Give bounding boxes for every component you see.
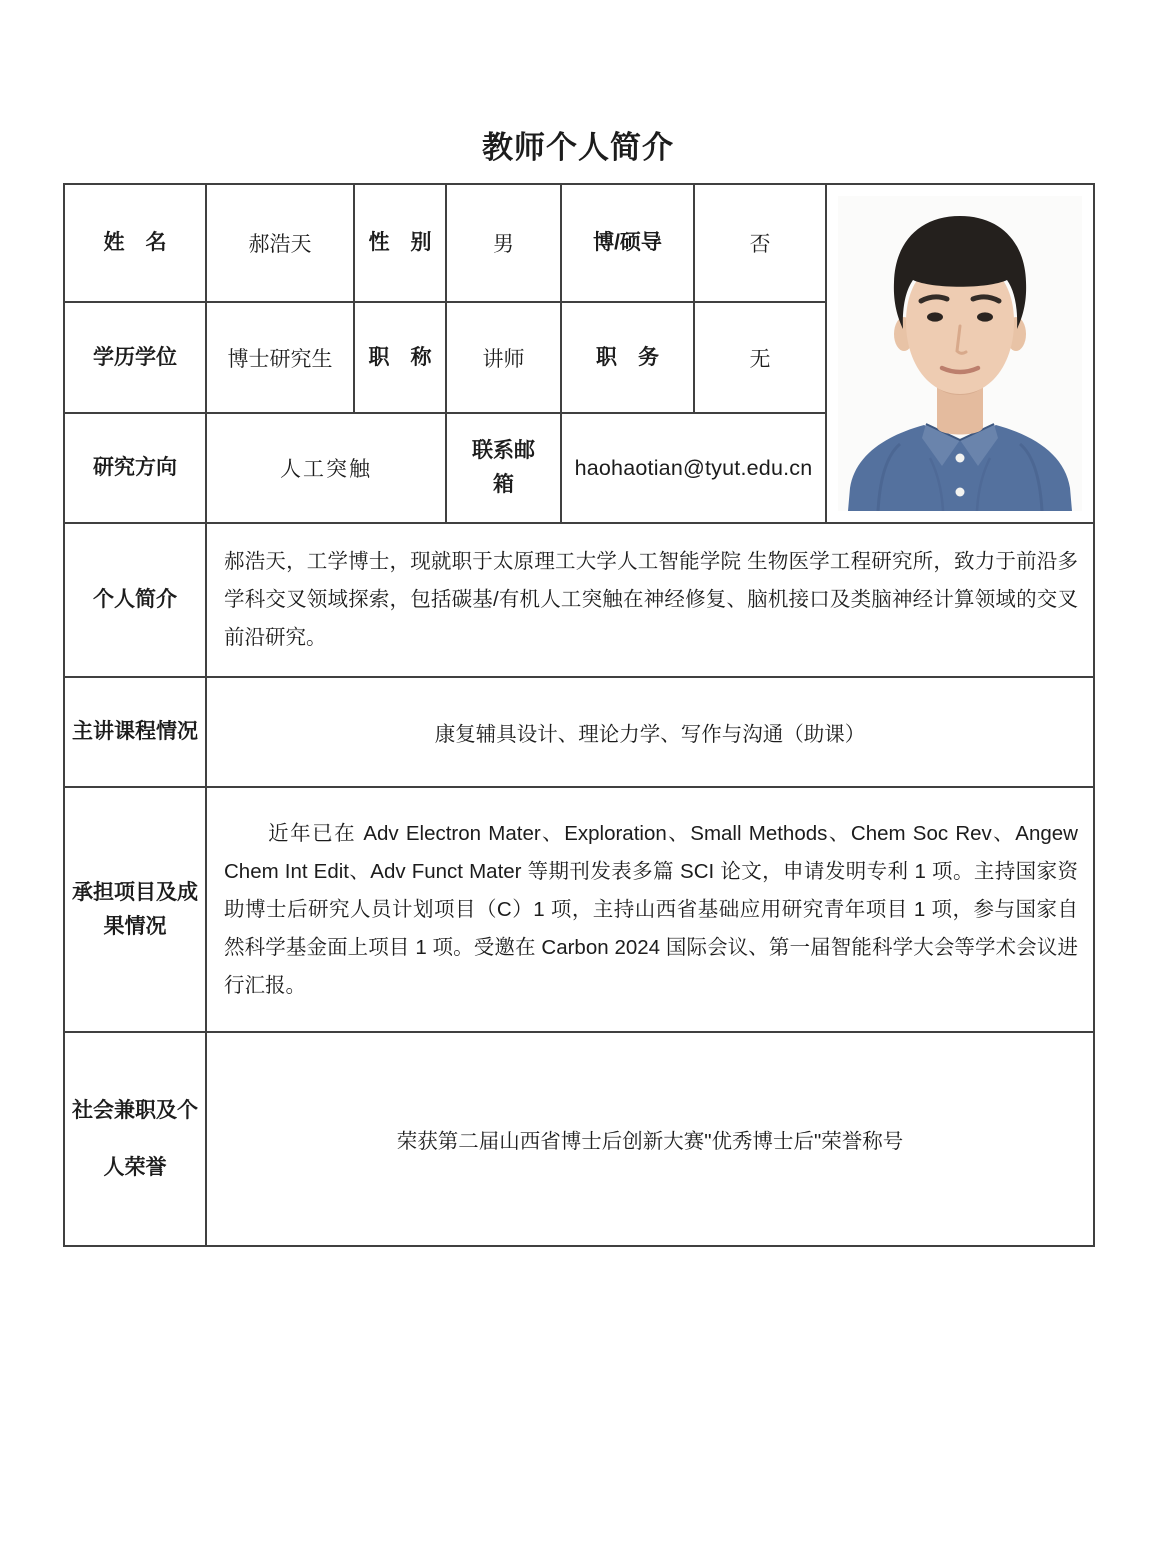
personal-intro-text: 郝浩天，工学博士，现就职于太原理工大学人工智能学院 生物医学工程研究所，致力于前沿多学科交叉领域探索，包括碳基/有机人工突触在神经修复、脑机接口及类脑神经计算领域的交叉前沿研究。 [224,550,1078,650]
email-label: 联系邮箱 [446,413,561,523]
title-label: 职 称 [354,302,446,413]
honors-cell [206,1032,1094,1246]
courses-text: 康复辅具设计、理论力学、写作与沟通（助课） [434,723,866,747]
photo-cell [826,184,1094,523]
projects-text: 近年已在 Adv Electron Mater、Exploration、Small Methods、Chem Soc Rev、Angew Chem Int Edit、Adv Funct Mater 等期刊发表多篇 SCI 论文，申请发明专利 1 项。主持国家资助博士后研究人员计划项目（C）1 项，主持山西省基础应用研究青年项目 1 项，参与国家自然科学基金面上项目 1 项。受邀在 Carbon 2024 国际会议、第一届智能科学大会等学术会议进行汇报。 [224,821,1078,997]
courses-cell [206,677,1094,787]
page-title: 教师个人简介 [482,130,674,165]
degree-value: 博士研究生 [206,302,354,413]
name-value: 郝浩天 [206,184,354,302]
duty-value: 无 [694,302,826,413]
projects-label: 承担项目及成果情况 [64,787,206,1032]
honors-label: 社会兼职及个人荣誉 [64,1032,206,1246]
supervisor-value: 否 [694,184,826,302]
personal-intro-cell [206,523,1094,677]
email-value: haohaotian@tyut.edu.cn [561,413,826,523]
personal-intro-label: 个人简介 [64,523,206,677]
research-direction-value: 人工突触 [206,413,446,523]
table-row-projects-achievements [64,787,1094,1032]
title-value: 讲师 [446,302,561,413]
table-row-basic-info [64,184,1094,302]
portrait-photo [838,196,1082,511]
projects-cell [206,787,1094,1032]
table-row-social-honors [64,1032,1094,1246]
degree-label: 学历学位 [64,302,206,413]
profile-table [63,183,1095,1247]
table-row-courses [64,677,1094,787]
research-direction-label: 研究方向 [64,413,206,523]
duty-label: 职 务 [561,302,694,413]
gender-label: 性 别 [354,184,446,302]
name-label: 姓 名 [64,184,206,302]
courses-label: 主讲课程情况 [64,677,206,787]
supervisor-label: 博/硕导 [561,184,694,302]
gender-value: 男 [446,184,561,302]
table-row-personal-intro [64,523,1094,677]
honors-text: 荣获第二届山西省博士后创新大赛"优秀博士后"荣誉称号 [396,1130,904,1154]
